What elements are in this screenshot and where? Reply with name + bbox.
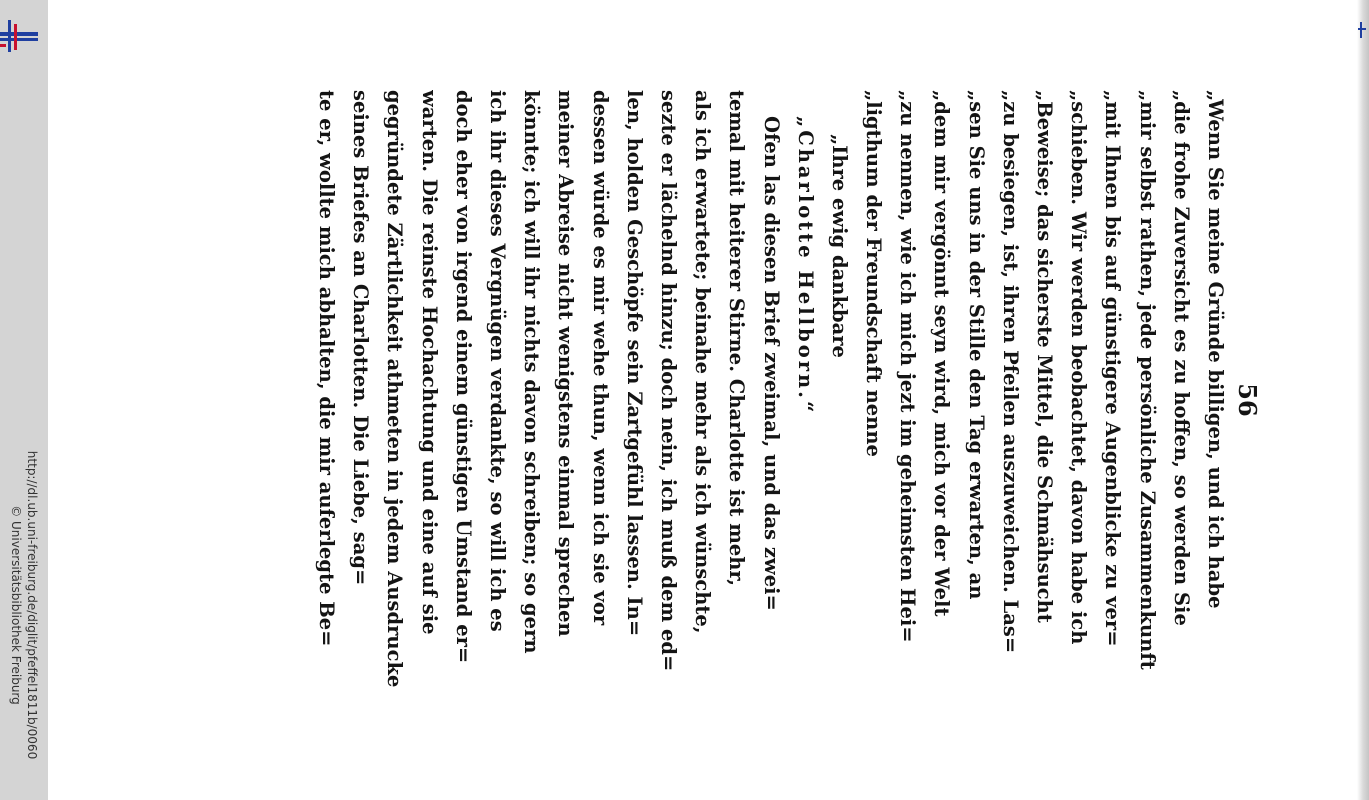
text-line: dessen würde es mir wehe thun, wenn ich sie vor — [588, 90, 612, 626]
signature-closing: „Ihre ewig dankbare — [827, 134, 851, 358]
rotated-page-content — [150, 90, 1270, 710]
text-line: als ich erwartete; beinahe mehr als ich wünschte, — [691, 90, 715, 634]
text-line: „Beweise; das sicherste Mittel, die Schmähsucht — [1033, 90, 1057, 623]
source-url[interactable]: http://dl.ub.uni-freiburg.de/diglit/pfeffel1811b/0060 — [25, 450, 39, 760]
signature-name: „Charlotte Hellborn.“ — [793, 116, 817, 416]
page-text — [309, 90, 1232, 710]
text-line: „mir selbst rathen, jede persönliche Zusammenkunft — [1135, 90, 1159, 670]
text-line: gegründete Zärtlichkeit athmeten in jedem Ausdrucke — [383, 90, 407, 688]
viewer-sidebar — [0, 0, 48, 800]
text-line: meiner Abreise nicht wenigstens einmal sprechen — [554, 90, 578, 637]
text-line: könnte; ich will ihr nichts davon schreiben; so gern — [520, 90, 544, 654]
text-line: „schieben. Wir werden beobachtet, davon habe ich — [1067, 90, 1091, 645]
text-line: „die frohe Zuversicht es zu hoffen, so werden Sie — [1169, 90, 1193, 626]
text-line: „mit Ihnen bis auf günstigere Augenblicke zu ver= — [1101, 90, 1125, 647]
text-line: doch eher von irgend einem günstigen Umstand er= — [451, 90, 475, 664]
text-line: „ligthum der Freundschaft nenne — [862, 90, 886, 457]
text-line: te er, wollte mich abhalten, die mir auferlegte Be= — [315, 90, 339, 647]
copyright-notice: © Universitätsbibliothek Freiburg — [9, 505, 23, 705]
scan-corner-mark-icon — [1358, 22, 1366, 38]
text-line: seines Briefes an Charlotten. Die Liebe, sag= — [349, 90, 373, 586]
ub-freiburg-logo-icon[interactable] — [0, 18, 40, 54]
text-line: „zu besiegen, ist, ihren Pfeilen auszuweichen. Las= — [998, 90, 1022, 654]
text-line: „sen Sie uns in der Stille den Tag erwarten, an — [964, 90, 988, 600]
text-line: sezte er lächelnd hinzu; doch nein, ich muß dem ed= — [657, 90, 680, 672]
text-line: „zu nennen, wie ich mich jezt im geheimsten Hei= — [896, 90, 920, 643]
scanned-page — [50, 0, 1350, 800]
text-line: „dem mir vergönnt seyn wird, mich vor der Welt — [930, 90, 954, 617]
scan-page-edge — [1357, 0, 1369, 800]
text-line: Ofen las diesen Brief zweimal, und das zwei= — [759, 116, 783, 611]
text-line: „Wenn Sie meine Gründe billigen, und ich habe — [1204, 90, 1227, 609]
page-number: 56 — [1233, 383, 1262, 417]
text-line: len, holden Geschöpfe sein Zartgefühl lassen. In= — [622, 90, 646, 637]
text-line: temal mit heiterer Stirne. Charlotte ist mehr, — [725, 90, 749, 587]
text-line: warten. Die reinste Hochachtung und eine auf sie — [417, 90, 441, 635]
text-line: ich ihr dieses Vergnügen verdankte, so will ich es — [486, 90, 510, 632]
